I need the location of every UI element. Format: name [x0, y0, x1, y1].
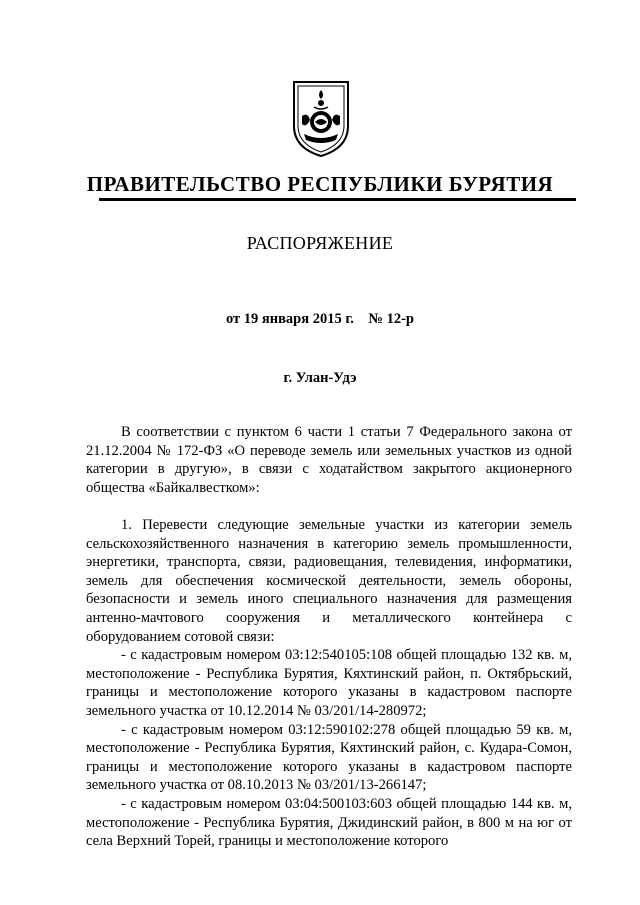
- title-divider: [99, 198, 576, 201]
- document-date-number: от 19 января 2015 г. № 12-р: [225, 311, 415, 327]
- parcel-item-2: - с кадастровым номером 03:12:590102:278 общей площадью 59 кв. м, местоположение - Республика Бурятия, Кяхтинский район, с. Кудара-Сомон, границы и местоположение которого указаны в кадастровом паспорте земельного участка от 08.10.2013 № 03/201/13-266147;: [86, 721, 572, 794]
- org-title: ПРАВИТЕЛЬСТВО РЕСПУБЛИКИ БУРЯТИЯ: [86, 172, 554, 196]
- item-1-paragraph: 1. Перевести следующие земельные участки из категории земель сельскохозяйственного назначения в категорию земель промышленности, энергетики, транспорта, связи, радиовещания, телевидения, информатики, земель для обеспечения космической деятельности, земель обороны, безопасности и земель иного специального назначения для размещения антенно-мачтового сооружения и металлического контейнера с оборудованием сотовой связи:: [86, 517, 572, 645]
- document-type: РАСПОРЯЖЕНИЕ: [246, 233, 394, 253]
- parcel-item-1: - с кадастровым номером 03:12:540105:108 общей площадью 132 кв. м, местоположение - Республика Бурятия, Кяхтинский район, п. Октябрьский, границы и местоположение которого указаны в кадастровом паспорте земельного участка от 10.12.2014 № 03/201/14-280972;: [86, 647, 572, 719]
- coat-of-arms-emblem: [290, 76, 352, 158]
- preamble-paragraph: В соответствии с пунктом 6 части 1 статьи 7 Федерального закона от 21.12.2004 № 172-ФЗ «О переводе земель или земельных участков из одной категории в другую», в связи с ходатайством закрытого акционерного общества «Байкалвестком»:: [86, 424, 572, 496]
- item-1-section: [86, 516, 572, 851]
- document-place: г. Улан-Удэ: [283, 370, 357, 386]
- parcel-item-3: - с кадастровым номером 03:04:500103:603 общей площадью 144 кв. м, местоположение - Республика Бурятия, Джидинский район, в 800 м на юг от села Верхний Торей, границы и местоположение которого: [86, 795, 572, 850]
